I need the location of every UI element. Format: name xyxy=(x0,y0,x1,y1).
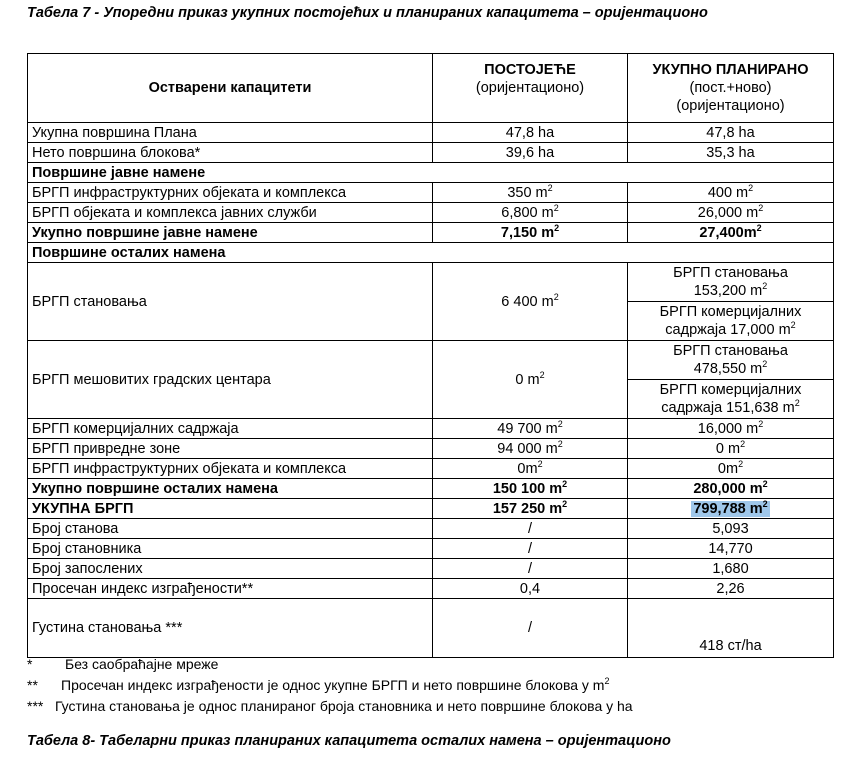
table-row xyxy=(28,143,834,163)
row-label: УКУПНА БРГП xyxy=(28,499,433,519)
row-planned: 280,000 $m^2$ xyxy=(628,479,834,499)
row-label: БРГП привредне зоне xyxy=(28,439,433,459)
row-planned: $27,400m^2$ xyxy=(628,223,834,243)
row-existing: / xyxy=(433,539,628,559)
row-planned: 16,000 $m^2$ xyxy=(628,419,834,439)
section-heading: Површине јавне намене xyxy=(28,163,834,183)
footnote-2: ** Просечан индекс изграђености је однос укупне БРГП и нето површине блокова у $m^2$ xyxy=(27,676,610,693)
row-planned-commercial: БРГП комерцијалних садржаја 17,000 $m^2$ xyxy=(628,302,834,341)
header-planned-note-1: (пост.+ново) xyxy=(689,80,772,96)
header-planned xyxy=(628,54,834,123)
row-label: Просечан индекс изграђености** xyxy=(28,579,433,599)
table-row-total xyxy=(28,479,834,499)
row-label: БРГП инфраструктурних објеката и комплекса xyxy=(28,183,433,203)
row-label: БРГП мешовитих градских центара xyxy=(28,341,433,419)
row-label: БРГП становања xyxy=(28,263,433,341)
row-planned: 0 $m^2$ xyxy=(628,439,834,459)
selected-text-highlight[interactable]: 799,788 $m^2$ xyxy=(693,498,768,517)
table-row xyxy=(28,123,834,143)
row-label: Укупно површине јавне намене xyxy=(28,223,433,243)
row-existing: 7,150 $m^2$ xyxy=(433,223,628,243)
row-label: Густина становања *** xyxy=(28,599,433,658)
table-row xyxy=(28,341,834,380)
table-row-total xyxy=(28,223,834,243)
table-row xyxy=(28,263,834,302)
table-row xyxy=(28,183,834,203)
row-label: Укупно површине осталих намена xyxy=(28,479,433,499)
row-existing: 94 000 $m^2$ xyxy=(433,439,628,459)
row-existing: 0,4 xyxy=(433,579,628,599)
table-row xyxy=(28,559,834,579)
header-existing-title: ПОСТОЈЕЋЕ xyxy=(484,62,576,78)
section-row-public xyxy=(28,163,834,183)
row-existing: 0 $m^2$ xyxy=(433,341,628,419)
row-planned: 400 $m^2$ xyxy=(628,183,834,203)
row-label: Број становника xyxy=(28,539,433,559)
row-planned: 1,680 xyxy=(628,559,834,579)
table-row xyxy=(28,539,834,559)
footnote-1: * Без саобраћајне мреже xyxy=(27,656,219,672)
row-planned: 47,8 ha xyxy=(628,123,834,143)
row-existing: / xyxy=(433,519,628,539)
row-planned[interactable] xyxy=(628,499,834,519)
row-planned: 35,3 ha xyxy=(628,143,834,163)
row-label: БРГП комерцијалних садржаја xyxy=(28,419,433,439)
section-heading: Површине осталих намена xyxy=(28,243,834,263)
row-existing: $0m^2$ xyxy=(433,459,628,479)
table-7-caption: Табела 7 - Упоредни приказ укупних постојећих и планираних капацитета – оријентационо xyxy=(27,5,708,21)
header-planned-note-2: (оријентационо) xyxy=(676,98,785,114)
row-label: Укупна површина Плана xyxy=(28,123,433,143)
row-planned: $0m^2$ xyxy=(628,459,834,479)
row-existing: 49 700 $m^2$ xyxy=(433,419,628,439)
table-row xyxy=(28,459,834,479)
table-row xyxy=(28,439,834,459)
footnote-3: *** Густина становања је однос планираног броја становника и нето површине блокова у ha xyxy=(27,698,633,714)
table-row xyxy=(28,579,834,599)
row-existing: 350 $m^2$ xyxy=(433,183,628,203)
row-planned: 418 ст/ha xyxy=(628,599,834,658)
row-planned: 2,26 xyxy=(628,579,834,599)
table-header-row xyxy=(28,54,834,123)
row-label: БРГП објеката и комплекса јавних служби xyxy=(28,203,433,223)
table-row xyxy=(28,419,834,439)
header-achieved-capacities: Остварени капацитети xyxy=(28,54,433,123)
row-planned: 5,093 xyxy=(628,519,834,539)
row-existing: 157 250 $m^2$ xyxy=(433,499,628,519)
row-existing: 39,6 ha xyxy=(433,143,628,163)
row-planned-housing: БРГП становања 153,200 $m^2$ xyxy=(628,263,834,302)
header-existing-note: (оријентационо) xyxy=(475,80,585,96)
table-row-grand-total xyxy=(28,499,834,519)
table-row xyxy=(28,519,834,539)
row-existing: 47,8 ha xyxy=(433,123,628,143)
row-existing: / xyxy=(433,599,628,658)
row-planned: 26,000 $m^2$ xyxy=(628,203,834,223)
table-row xyxy=(28,599,834,658)
capacity-comparison-table xyxy=(27,53,834,658)
table-8-caption: Табела 8- Табеларни приказ планираних капацитета осталих намена – оријентационо xyxy=(27,733,671,749)
row-existing: 150 100 $m^2$ xyxy=(433,479,628,499)
section-row-other xyxy=(28,243,834,263)
row-label: Нето површина блокова* xyxy=(28,143,433,163)
row-planned-commercial: БРГП комерцијалних садржаја 151,638 $m^2$ xyxy=(628,380,834,419)
row-planned: 14,770 xyxy=(628,539,834,559)
row-label: Број запослених xyxy=(28,559,433,579)
header-existing xyxy=(433,54,628,123)
row-label: Број станова xyxy=(28,519,433,539)
row-planned-housing: БРГП становања 478,550 $m^2$ xyxy=(628,341,834,380)
header-planned-title: УКУПНО ПЛАНИРАНО xyxy=(652,62,809,78)
row-existing: 6,800 $m^2$ xyxy=(433,203,628,223)
table-row xyxy=(28,203,834,223)
row-existing: 6 400 $m^2$ xyxy=(433,263,628,341)
row-label: БРГП инфраструктурних објеката и комплекса xyxy=(28,459,433,479)
row-existing: / xyxy=(433,559,628,579)
